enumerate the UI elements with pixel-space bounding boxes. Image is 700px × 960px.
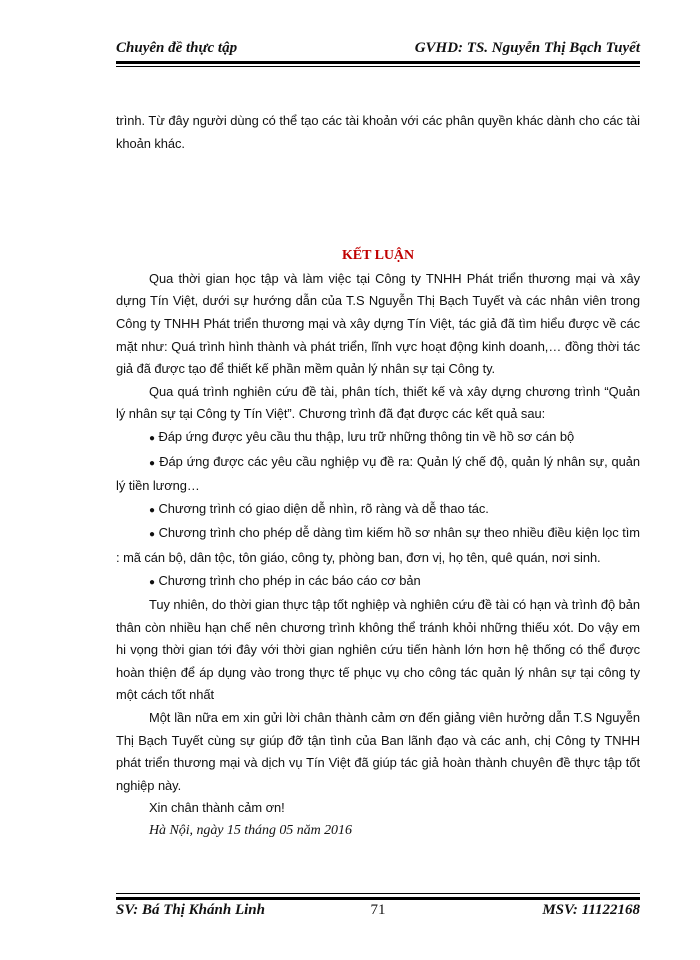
- bullet-item: ● Chương trình cho phép in các báo cáo cơ bản: [149, 572, 421, 588]
- header-rule-thin: [116, 66, 640, 67]
- bullet-item: ● Đáp ứng được yêu cầu thu thập, lưu trữ những thông tin về hồ sơ cán bộ: [149, 428, 575, 444]
- page-number: 71: [370, 902, 386, 918]
- continuation-paragraph: trình. Từ đây người dùng có thể tạo các tài khoản với các phân quyền khác dành cho các tài khoản khác.: [116, 113, 640, 151]
- conclusion-paragraph-4: Một lần nữa em xin gửi lời chân thành cảm ơn đến giảng viên hưởng dẫn T.S Nguyễn Thị Bạch Tuyết cùng sự giúp đỡ tận tình của Ban lãnh đạo và các anh, chị Công ty TNHH phát triển thương mại và dịch vụ Tín Việt đã giúp tác giả hoàn thành chuyên đề thực tập tốt nghiệp này.: [116, 710, 640, 793]
- bullet-icon: ●: [149, 432, 155, 444]
- thanks-line: Xin chân thành cảm ơn!: [149, 800, 285, 816]
- page-body: [116, 110, 640, 843]
- header-supervisor: GVHD: TS. Nguyễn Thị Bạch Tuyết: [414, 40, 640, 56]
- bullet-item: ● Chương trình cho phép dễ dàng tìm kiếm hồ sơ nhân sự theo nhiều điều kiện lọc tìm : mã cán bộ, dân tộc, tôn giáo, công ty, phòng ban, đơn vị, họ tên, quê quán, nơi sinh.: [116, 525, 640, 565]
- bullet-icon: ●: [149, 457, 156, 469]
- header-rule-thick: [116, 61, 640, 64]
- bullet-item: ● Đáp ứng được các yêu cầu nghiệp vụ đề ra: Quản lý chế độ, quản lý nhân sự, quản lý tiền lương…: [116, 453, 640, 494]
- bullet-item: ● Chương trình có giao diện dễ nhìn, rõ ràng và dễ thao tác.: [149, 500, 489, 516]
- footer-rule-thick: [116, 897, 640, 900]
- conclusion-title: KẾT LUẬN: [341, 248, 415, 264]
- footer-student-name: SV: Bá Thị Khánh Linh: [116, 902, 265, 918]
- conclusion-paragraph-3: Tuy nhiên, do thời gian thực tập tốt nghiệp và nghiên cứu đề tài có hạn và trình độ bản thân còn nhiều hạn chế nên chương trình không thể tránh khỏi những thiếu xót. Do vậy em hi vọng thời gian tới đây với thời gian nghiên cứu tiến hành lớn hơn hệ thống có thể được hoàn thiện để áp dụng vào trong thực tế phục vụ cho công tác quản lý nhân sự tại công ty một cách tốt nhất: [116, 597, 640, 703]
- conclusion-paragraph-1: Qua thời gian học tập và làm việc tại Công ty TNHH Phát triển thương mại và xây dựng Tín Việt, dưới sự hướng dẫn của T.S Nguyễn Thị Bạch Tuyết và các nhân viên trong Công ty TNHH Phát triển thương mại và xây dựng Tín Việt, tác giả đã tìm hiểu được về các mặt như: Quá trình hình thành và phát triển, lĩnh vực hoạt động kinh doanh,… đồng thời tác giả đã được tạo để thiết kế phần mềm quản lý nhân sự tại Công ty.: [116, 270, 640, 377]
- footer-student-id: MSV: 11122168: [542, 902, 640, 918]
- bullet-icon: ●: [149, 576, 155, 588]
- bullet-icon: ●: [149, 529, 156, 541]
- conclusion-paragraph-2: Qua quá trình nghiên cứu đề tài, phân tích, thiết kế và xây dựng chương trình “Quản lý nhân sự tại Công ty Tín Việt”. Chương trình đã đạt được các kết quả sau:: [116, 383, 640, 422]
- bullet-icon: ●: [149, 504, 155, 516]
- footer-rule-thin: [116, 893, 640, 894]
- place-date: Hà Nội, ngày 15 tháng 05 năm 2016: [149, 823, 352, 839]
- header-title: Chuyên đề thực tập: [116, 40, 238, 56]
